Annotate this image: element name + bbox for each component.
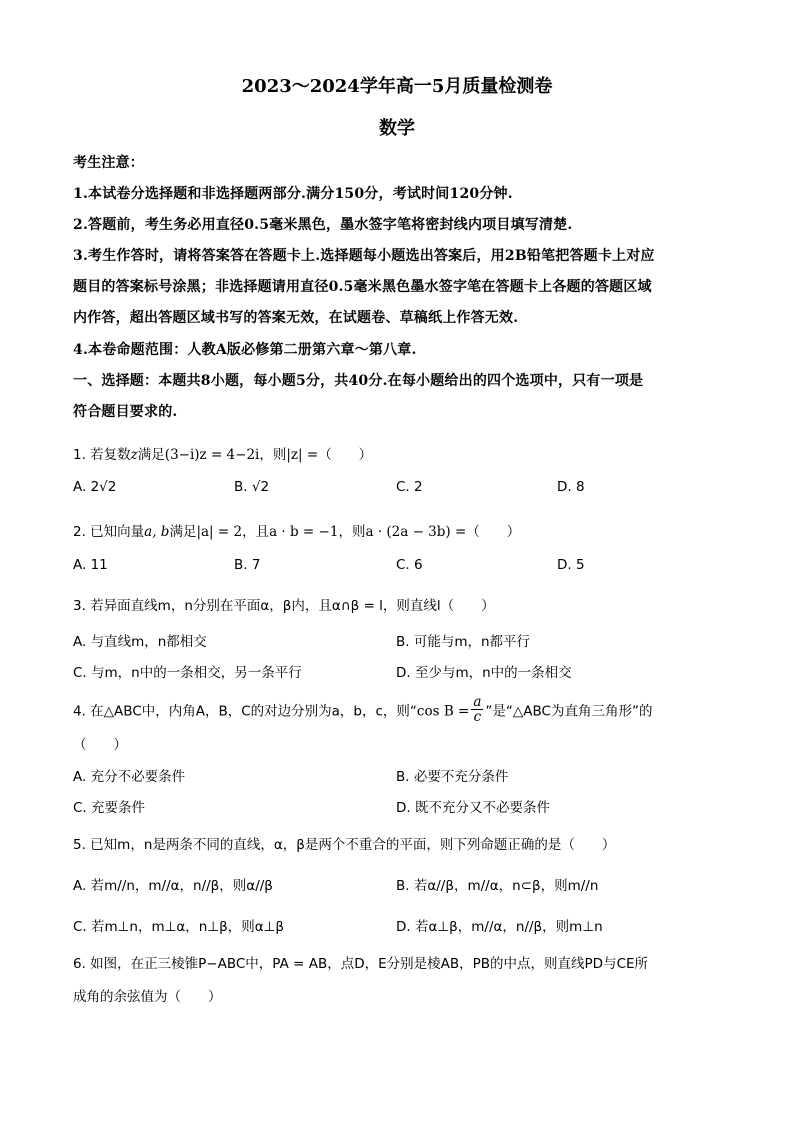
q5-option-a: A. 若m//n，m//α，n//β，则α//β	[73, 878, 273, 894]
question-6-stem-line-1: 6. 如图，在正三棱锥P−ABC中，PA = AB，点D，E分别是棱AB，PB的中点，则直线PD与CE所	[73, 956, 649, 972]
q3-option-b: B. 可能与m，n都平行	[396, 634, 531, 650]
q1-option-c: C. 2	[396, 479, 423, 495]
q4-paren: （ ）	[73, 737, 127, 753]
notice-line-3: 3.考生作答时，请将答案答在答题卡上.选择题每小题选出答案后，用2B铅笔把答题卡上对应	[73, 248, 655, 264]
q1-equation: (3−i)z = 4−2i	[164, 447, 260, 463]
q2-option-d: D. 5	[557, 557, 585, 573]
q4-fraction-denominator: c	[473, 709, 482, 725]
notice-line-1: 1.本试卷分选择题和非选择题两部分.满分150分，考试时间120分钟.	[73, 186, 513, 202]
q3-option-a: A. 与直线m，n都相交	[73, 634, 207, 650]
q2-option-a: A. 11	[73, 557, 108, 573]
q2-expression: a · (2a − 3b) =	[365, 524, 467, 540]
question-5-stem: 5. 已知m，n是两条不同的直线，α，β是两个不重合的平面，则下列命题正确的是（ ）	[73, 837, 616, 853]
q4-option-b: B. 必要不充分条件	[396, 769, 509, 785]
q1-option-a: A. 2√2	[73, 479, 117, 495]
q2-condition: |a| = 2，且a · b = −1	[196, 524, 339, 540]
notice-line-2: 2.答题前，考生务必用直径0.5毫米黑色，墨水签字笔将密封线内项目填写清楚.	[73, 217, 573, 233]
notice-heading: 考生注意：	[73, 155, 144, 171]
q3-option-d: D. 至少与m，n中的一条相交	[396, 665, 572, 681]
notice-line-6: 4.本卷命题范围：人教A版必修第二册第六章～第八章.	[73, 342, 417, 358]
question-3-stem: 3. 若异面直线m，n分别在平面α，β内，且α∩β = l，则直线l（ ）	[73, 598, 495, 614]
notice-line-5: 内作答，超出答题区域书写的答案无效，在试题卷、草稿纸上作答无效.	[73, 310, 519, 326]
q1-paren: （ ）	[318, 447, 373, 463]
q1-option-d: D. 8	[557, 479, 585, 495]
question-2-stem	[73, 520, 520, 540]
q1-text-a: 1. 若复数	[73, 447, 131, 463]
q2-text-b: 满足	[169, 524, 197, 540]
q2-option-b: B. 7	[234, 557, 261, 573]
q1-text-b: 满足	[137, 447, 165, 463]
q2-text-a: 2. 已知向量	[73, 524, 145, 540]
q1-text-c: ，则	[259, 447, 287, 463]
section-heading-line-1: 一、选择题：本题共8小题，每小题5分，共40分.在每小题给出的四个选项中，只有一项是	[73, 373, 644, 389]
q2-text-c: ，则	[338, 524, 366, 540]
question-6-stem-line-2: 成角的余弦值为（ ）	[73, 989, 222, 1005]
q2-paren: （ ）	[466, 524, 521, 540]
q4-text-b: ”是“△ABC为直角三角形”的	[485, 703, 653, 720]
exam-subject: 数学	[379, 118, 415, 139]
q4-cos: cos B =	[416, 703, 470, 720]
q4-fraction-numerator: a	[473, 694, 482, 710]
q5-option-b: B. 若α//β，m//α，n⊂β，则m//n	[396, 878, 599, 894]
q3-option-c: C. 与m，n中的一条相交，另一条平行	[73, 665, 302, 681]
q4-fraction	[471, 695, 483, 724]
q1-z: z	[130, 447, 138, 463]
q5-option-d: D. 若α⊥β，m//α，n//β，则m⊥n	[396, 919, 603, 935]
section-heading-line-2: 符合题目要求的.	[73, 404, 178, 420]
q1-option-b: B. √2	[234, 479, 270, 495]
q4-option-d: D. 既不充分又不必要条件	[396, 800, 550, 816]
q4-option-a: A. 充分不必要条件	[73, 769, 186, 785]
exam-title: 2023～2024学年高一5月质量检测卷	[241, 76, 553, 97]
question-4-stem	[73, 694, 653, 726]
q1-abs-z: |z| =	[286, 447, 319, 463]
question-1-stem	[73, 443, 372, 463]
q2-vectors: a, b	[144, 524, 170, 540]
notice-line-4: 题目的答案标号涂黑；非选择题请用直径0.5毫米黑色墨水签字笔在答题卡上各题的答题区域	[73, 279, 652, 295]
q5-option-c: C. 若m⊥n，m⊥α，n⊥β，则α⊥β	[73, 919, 284, 935]
q2-option-c: C. 6	[396, 557, 423, 573]
q4-text-a: 4. 在△ABC中，内角A，B，C的对边分别为a，b，c，则“	[73, 703, 417, 720]
q4-option-c: C. 充要条件	[73, 800, 146, 816]
